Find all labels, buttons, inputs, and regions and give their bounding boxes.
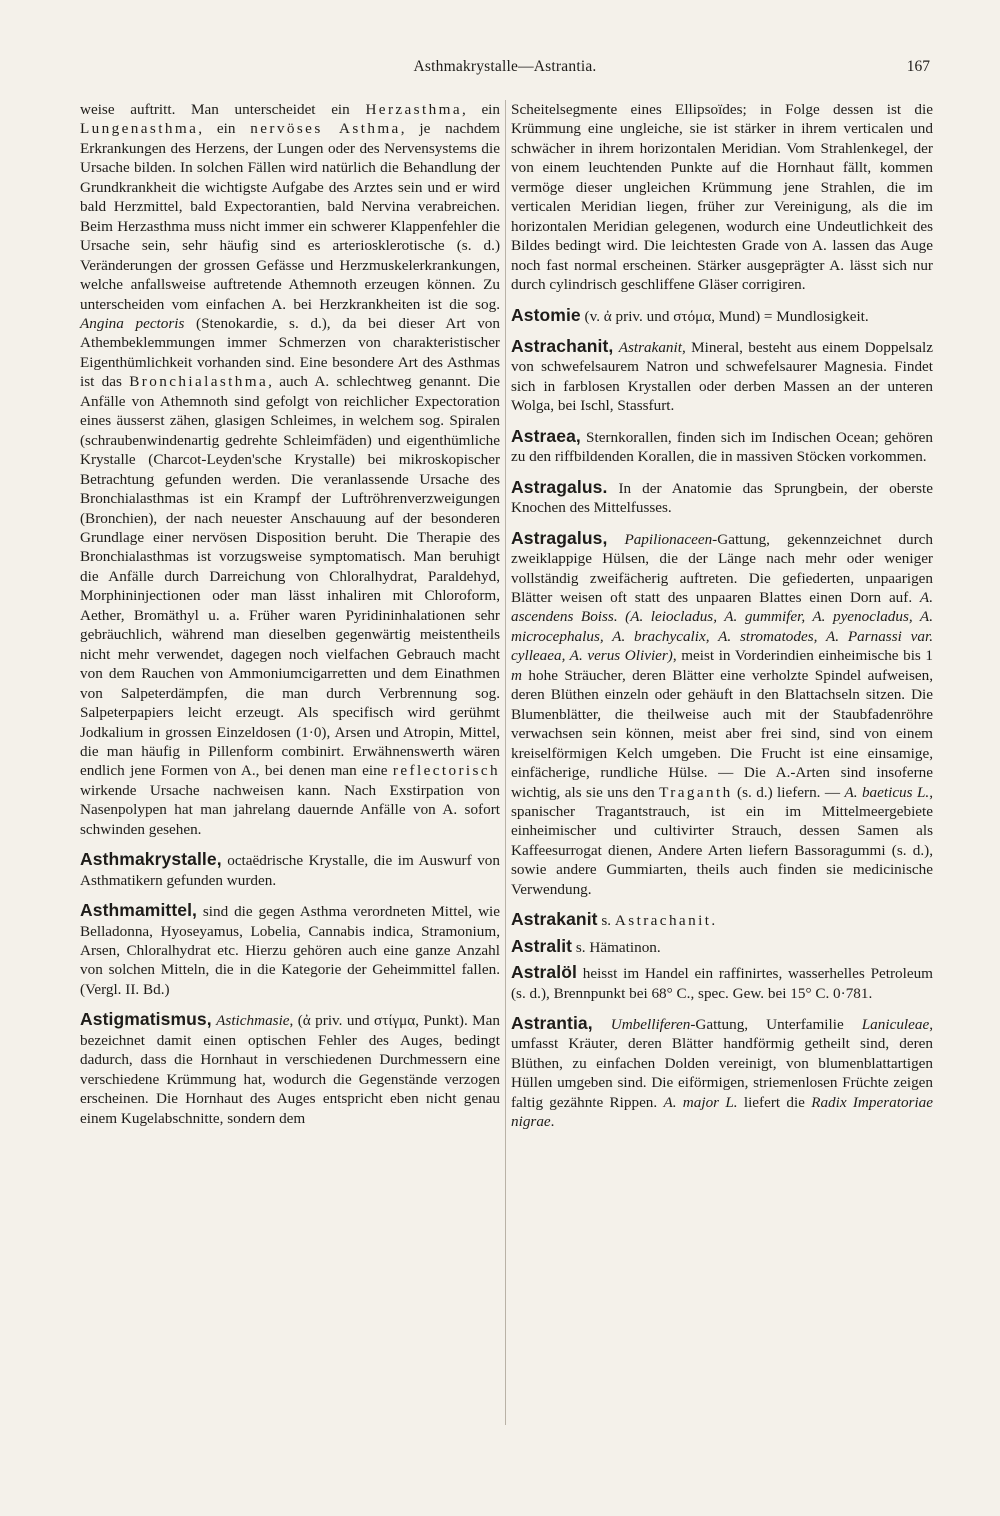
entry-astrantia [511,1014,933,1132]
page-number: 167 [906,58,930,75]
headword: Astraea, [511,425,581,446]
entry-text: s. [597,912,615,930]
entry-asthma-continuation [80,100,500,839]
spaced-term: reflectorisch [392,762,500,780]
headword: Astrantia, [511,1013,593,1034]
entry-text: . [711,912,716,930]
left-column [80,100,500,1128]
entry-text: s. Hämatinon. [572,938,661,956]
entry-astomie [511,306,933,326]
entry-text: In der Anatomie das Sprungbein, der oberste Knochen des Mittelfusses. [511,479,933,517]
headword: Asthmamittel, [80,900,198,921]
entry-text: , ein [198,120,251,138]
spaced-term: Herzasthma [365,101,462,118]
spaced-term: nervöses Asthma [250,120,401,138]
entry-astrachanit [511,337,933,416]
entry-text: wirkende Ursache nachweisen kann. Nach Exstirpation von Nasenpolypen hat man jahrelang dauernde Anfälle von A. sofort schwinden gesehen. [80,781,500,838]
italic-term: Astrakanit [618,338,682,356]
entry-astigmatismus-continuation: Scheitelsegmente eines Ellipsoïdes; in Folge dessen ist die Krümmung eine ungleiche, sie ist stärker in ihrem verticalen und schwächer in ihrem horizontalen Meridian. Vom Strahlenkegel, der von einem leuchtenden Punkte auf die Hornhaut fällt, kommen vermöge dieser ungleichen Krümmung jene Strahlen, die im verticalen Meridian liegen, früher zur Vereinigung, als die im horizontalen Meridian gelegenen, wodurch eine Undeutlichkeit des Bildes bedingt wird. Die leichtesten Grade von A. lassen das Auge noch fast normal erscheinen. Stärker ausgeprägter A. lässt sich nur durch cylindrisch geschliffene Gläser corrigiren. [511,101,933,294]
italic-term: A. major L. [663,1093,738,1111]
spaced-term: Traganth [659,783,733,801]
italic-term: Astichmasie [216,1012,290,1030]
entry-text: heisst im Handel ein raffinirtes, wasserhelles Petroleum (s. d.), Brennpunkt bei 68° C., spec. Gew. bei 15° C. 0·781. [511,965,933,1002]
headword: Astralit [511,935,573,956]
italic-term: m [511,666,522,684]
entry-text: , (ἀ priv. und στίγμα, Punkt). Man bezeichnet damit einen optischen Fehler des Auges, bedingt dadurch, dass die Hornhaut in verschiedenen Durchmessern eine verschiedene Krümmung hat, wodurch die Gegenstände verzogen erscheinen. Die Hornhaut des Auges entspricht eben nicht genau einem Kugelabschnitte, sondern dem [80,1012,501,1127]
entry-text: hohe Sträucher, deren Blätter eine verholzte Spindel aufweisen, deren Blüthen einzeln oder gehäuft in den Blattachseln sitzen. Die Blumenblätter, die theilweise auch mit der Staubfadenröhre verwachsen sein können, meist aber frei sind, sind von einem kreiselförmigen Kelch umgeben. Die Frucht ist eine einsamige, einfächerige, rundliche Hülse. — Die A.-Arten sind insoferne wichtig, als sie uns den [511,666,933,801]
italic-term: A. baeticus L. [844,783,930,801]
italic-term: Umbelliferen [610,1016,691,1034]
entry-astigmatismus [80,1010,500,1128]
headword: Astragalus, [511,527,608,548]
headword: Astrakanit [511,909,598,930]
italic-term: Angina pectoris [80,314,185,332]
entry-text: , auch A. schlechtweg genannt. Die Anfälle von Athemnoth sind gefolgt von reichlicher Expectoration eines äusserst zähen, glasigen Schleimes, in welchem sog. Spiralen (schraubenwindenartig gedrehte Schleimfäden) und eigenthümliche Krystalle (Charcot-Leyden'sche Krystalle) bei mikroskopischer Betrachtung gefunden werden. Die veranlassende Ursache des Bronchialasthmas ist ein Krampf der Luftröhrenverzweigungen (Bronchien), der nach neuester Anschauung auf der besonderen Grundlage einer nervösen Disposition beruht. Die Therapie des Bronchialasthmas ist vorzugsweise symptomatisch. Man beruhigt die Anfälle durch Darreichung von Chloralhydrat, Paraldehyd, Morphininjectionen oder man lässt inhaliren mit Chloroform, Aether, Bromäthyl u. a. Früher waren Pyridininhalationen sehr gebräuchlich, während man dieselben gegenwärtig meistentheils nicht mehr verwendet, dagegen noch vielfachen Gebrauch macht von dem Rauchen von Ammoniumcigarretten und dem Einathmen von Salpeterdämpfen, die man durch Verbrennung sog. Salpeterpapiers leicht erzeugt. Als specifisch wird gerühmt Jodkalium in grossen Einzeldosen (1·0), Arsen und Atropin, Mittel, die man häufig in Pillenform combinirt. Erwähnenswerth wären endlich jene Formen von A., bei denen man eine [80,373,500,780]
entry-text: -Gattung, gekennzeichnet durch zweiklappige Hülsen, die der Länge nach mehr oder weniger vollständig zweifächerig auftreten. Die gefiederten, unpaarigen Blätter weisen oft statt des unpaaren Blattes einen Dorn auf. [511,530,934,606]
spaced-term: Astrachanit [614,912,712,930]
entry-text: octaëdrische Krystalle, die im Auswurf von Asthmatikern gefunden wurden. [80,852,500,889]
entry-text: . [550,1113,555,1131]
headword: Astragalus. [511,476,608,497]
entry-text: , ein [461,101,500,118]
entry-text: (s. d.) liefern. — [732,783,845,801]
entry-text: sind die gegen Asthma verordneten Mittel, wie Belladonna, Hyoseyamus, Lobelia, Cannabis indica, Stramonium, Arsen, Chloralhydrat etc. Hierzu gehören auch eine ganze Anzahl von solchen Mitteln, die in die Kategorie der Geheimmittel fallen. (Vergl. II. Bd.) [80,903,500,998]
entry-asthmamittel [80,901,500,999]
italic-term: Papilionaceen [624,530,713,548]
entry-text: , meist in Vorderindien einheimische bis 1 [672,647,933,665]
headword: Astralöl [511,962,577,983]
running-title: Asthmakrystalle—Astrantia. [413,58,597,75]
headword: Astigmatismus, [80,1009,212,1030]
entry-text: , spanischer Tragantstrauch, ist ein im Mittelmeergebiete einheimischer und cultivirter Strauch, dessen Samen als Kaffeesurrogat dienen, Andere Arten liefern Bassoragummi (s. d.), sowie andere Gummiarten, theils auch finden sie medicinische Verwendung. [511,783,934,898]
entry-text: Sternkorallen, finden sich im Indischen Ocean; gehören zu den riffbildenden Korallen, die in massiven Stöcken vorkommen. [511,428,933,466]
entry-asthmakrystalle [80,850,500,890]
entry-astrakanit [511,910,933,930]
entry-text: , umfasst Kräuter, deren Blätter handförmig getheilt sind, deren Blüthen, zu einfachen Dolden vereinigt, von blumenblattartigen Hüllen umgeben sind. Die eiförmigen, striemenlosen Früchte zeigen faltig gezähnte Rippen. [511,1016,933,1111]
spaced-term: Bronchialasthma [129,373,269,391]
headword: Astomie [511,304,581,325]
headword: Astrachanit, [511,335,614,356]
page-header [80,58,930,82]
entry-astralit [511,937,933,957]
italic-term: A. ascendens Boiss. (A. leiocladus, A. gummifer, A. pyenocladus, A. microcephalus, A. brachycalix, A. stromatodes, A. Parnassi var. cylleaea, A. verus Olivier) [511,588,933,665]
right-column [511,100,933,1132]
entry-text: -Gattung, Unterfamilie [690,1016,862,1034]
headword: Asthmakrystalle, [80,849,222,870]
entry-text: weise auftritt. Man unterscheidet ein [80,101,366,118]
entry-astraea [511,427,933,467]
entry-text: liefert die [737,1093,812,1111]
italic-term: Laniculeae [861,1016,930,1034]
italic-term: Radix Imperatoriae nigrae [511,1093,934,1131]
entry-astragalus-anatomy [511,478,933,518]
entry-text: (v. ἀ priv. und στόμα, Mund) = Mundlosigkeit. [580,307,869,325]
entry-text: , je nachdem Erkrankungen des Herzens, der Lungen oder des Nervensystems die Ursache bilden. In solchen Fällen wird natürlich die Behandlung der Grundkrankheit die wichtigste Aufgabe des Arztes sein und er wird bald Herzmittel, bald Expectorantien, bald Nervina verabreichen. Beim Herzasthma muss nicht immer ein schwerer Klappenfehler die Ursache sein, sehr häufig sind es arteriosklerotische (s. d.) Veränderungen der grossen Gefässe und Herzmuskelerkrankungen, welche anfallsweise auftretende Athemnoth erzeugen können. Zu unterscheiden vom einfachen A. bei Herzkrankheiten ist die sog. [80,120,500,313]
spaced-term: Lungenasthma [80,120,199,138]
entry-astragalus-botany [511,529,933,900]
entry-astraloel [511,963,933,1003]
entry-text: , Mineral, besteht aus einem Doppelsalz von schwefelsaurem Natron und schwefelsaurer Magnesia. Findet sich in farblosen Krystallen oder derben Massen an der unteren Wolga, bei Ischl, Stassfurt. [511,338,933,415]
entry-text: (Stenokardie, s. d.), da bei dieser Art von Athembeklemmungen immer Schmerzen von charakteristischer Eigenthümlichkeit vorhanden sind. Eine besondere Art des Asthmas ist das [80,314,500,391]
column-divider [505,100,506,1425]
